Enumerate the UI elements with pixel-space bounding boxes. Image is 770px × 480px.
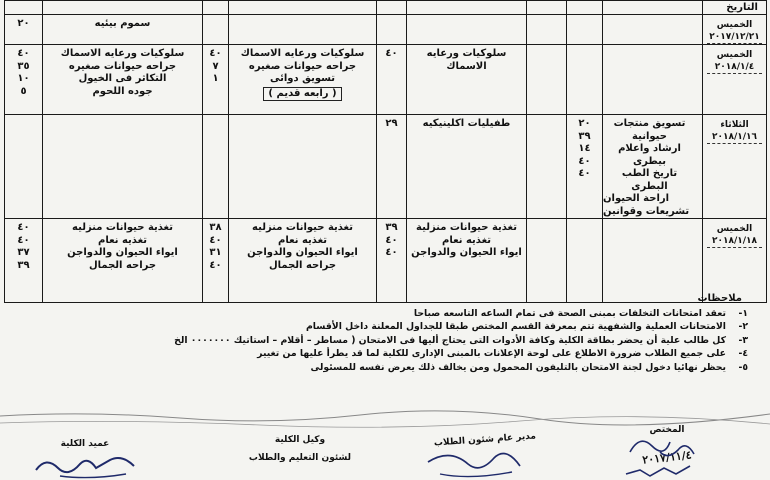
course-cell-2 bbox=[407, 45, 527, 115]
course-name: سموم بيئيه bbox=[94, 18, 151, 29]
note-number: ٤- bbox=[738, 348, 748, 360]
count-cell-2 bbox=[377, 45, 407, 115]
date-cell bbox=[703, 219, 767, 303]
note-text: الامتحانات العملية والشفهية تتم بمعرفة القسم المختص طبقا للجداول المعلنة داخل الأقسام bbox=[305, 321, 726, 333]
course-name: تغذيه نعام bbox=[98, 234, 147, 246]
student-count: ٢٠ bbox=[578, 118, 591, 129]
students-director-label: مدير عام شئون الطلاب bbox=[433, 431, 537, 449]
vice-dean-signature bbox=[240, 434, 360, 464]
course-cell-3 bbox=[229, 15, 377, 45]
dean-label: عميد الكلية bbox=[60, 439, 110, 449]
student-count: ٥ bbox=[20, 85, 27, 97]
course-name: تاريخ الطب البطرى bbox=[621, 168, 678, 192]
date-column-header: التاريخ bbox=[703, 1, 767, 15]
note-text: على جميع الطلاب ضرورة الاطلاع على لوحة الإعلانات بالمبنى الإدارى للكلية لما قد يطرأ عليها من تغيير bbox=[257, 348, 726, 360]
schedule-row bbox=[5, 115, 767, 219]
count-cell-3 bbox=[203, 15, 229, 45]
course-cell-4 bbox=[43, 219, 203, 303]
date-cell bbox=[703, 45, 767, 115]
course-name: اراحة الحيوان bbox=[603, 193, 670, 204]
course-name: طفيليات اكلينيكيه bbox=[422, 118, 511, 129]
note-number: ٣- bbox=[738, 334, 748, 346]
student-count: ٣٧ bbox=[17, 247, 30, 258]
course-cell-3 bbox=[229, 115, 377, 219]
course-cell-3 bbox=[229, 45, 377, 115]
course-name: تسويق دوائى bbox=[269, 73, 336, 84]
student-count: ٤٠ bbox=[17, 234, 30, 246]
exam-day: الخميس bbox=[716, 50, 753, 60]
course-name: جراحه حيوانات صغيره bbox=[248, 60, 357, 72]
course-name: تشريعات وقوانين bbox=[603, 205, 690, 217]
exam-day: الخميس bbox=[716, 224, 753, 234]
course-name: تغذيه نعام bbox=[442, 234, 491, 246]
course-cell-2 bbox=[407, 15, 527, 45]
signatures-area bbox=[0, 414, 770, 480]
student-count: ٣٩ bbox=[17, 259, 30, 271]
note-item bbox=[20, 307, 748, 321]
course-name: تسويق منتجات حيوانية bbox=[613, 118, 686, 142]
student-count: ٣٥ bbox=[17, 60, 30, 72]
course-cell-2 bbox=[407, 115, 527, 219]
course-name: ( رابعه قديم ) bbox=[263, 87, 341, 102]
note-text: كل طالب علية أن يحضر بطاقة الكلية وكافة الأدوات التى يحتاج أليها فى الامتحان ( مساطر – أقلام – استاتيك ٠٠٠٠٠٠٠ الخ bbox=[174, 334, 726, 346]
course-name: تغذية حيوانات منزليه bbox=[72, 222, 173, 233]
exam-date: ٢٠١٨/١/٤ bbox=[707, 61, 762, 74]
course-cell-3 bbox=[229, 219, 377, 303]
course-cell-1 bbox=[603, 45, 703, 115]
note-item bbox=[20, 334, 748, 348]
count-cell-2 bbox=[377, 15, 407, 45]
student-count: ٤٠ bbox=[209, 234, 222, 246]
student-count: ٣٩ bbox=[578, 130, 591, 142]
course-name: تغذية حيوانات منزليه bbox=[252, 222, 353, 233]
specialist-label: المختص bbox=[649, 425, 685, 435]
count-cell-3 bbox=[203, 115, 229, 219]
course-name: ايواء الحيوان والدواجن bbox=[247, 247, 358, 258]
signature-date: ٢٠١٧/١١/٤ bbox=[641, 448, 693, 467]
empty-cell bbox=[527, 15, 567, 45]
course-name: تغذيه نعام bbox=[278, 234, 327, 246]
student-count: ٤٠ bbox=[385, 48, 398, 59]
student-count: ٤٠ bbox=[17, 222, 30, 233]
student-count: ٤٠ bbox=[385, 247, 398, 258]
notes-list bbox=[20, 307, 748, 375]
count-cell-4 bbox=[5, 219, 43, 303]
schedule-row bbox=[5, 45, 767, 115]
note-number: ٥- bbox=[738, 361, 748, 373]
student-count: ١٤ bbox=[578, 143, 591, 154]
course-cell-4 bbox=[43, 115, 203, 219]
course-cell-1 bbox=[603, 15, 703, 45]
count-cell-1 bbox=[567, 115, 603, 219]
student-count: ٣٨ bbox=[209, 222, 222, 233]
note-number: ١- bbox=[738, 307, 748, 319]
student-count: ٢٠ bbox=[17, 18, 30, 29]
student-count: ٤٠ bbox=[209, 48, 222, 59]
dean-signature bbox=[40, 438, 130, 450]
exam-date: ٢٠١٨/١/١٨ bbox=[707, 235, 762, 248]
course-name: جوده اللحوم bbox=[92, 85, 153, 97]
student-count: ٣١ bbox=[209, 247, 222, 258]
course-name: تغذية حيوانات منزلية bbox=[416, 222, 517, 233]
schedule-header-row bbox=[5, 1, 767, 15]
schedule-table bbox=[4, 0, 767, 303]
course-cell-1 bbox=[603, 219, 703, 303]
count-cell-4 bbox=[5, 15, 43, 45]
course-name: ايواء الحيوان والدواجن bbox=[67, 247, 178, 258]
date-cell bbox=[703, 15, 767, 45]
student-count: ٤٠ bbox=[17, 48, 30, 59]
course-name: سلوكيات ورعايه الاسماك bbox=[60, 48, 185, 59]
student-count: ٤٠ bbox=[578, 168, 591, 179]
count-cell-2 bbox=[377, 219, 407, 303]
student-count: ٤٠ bbox=[385, 234, 398, 246]
empty-cell bbox=[527, 115, 567, 219]
exam-day: الثلاثاء bbox=[720, 120, 749, 130]
note-item bbox=[20, 320, 748, 334]
notes-title: ملاحظات bbox=[697, 293, 742, 304]
students-director-handwritten-signature bbox=[420, 444, 530, 480]
student-count: ٤٠ bbox=[578, 155, 591, 167]
course-name: سلوكيات ورعايه الاسماك bbox=[240, 48, 365, 59]
student-count: ٣٩ bbox=[385, 222, 398, 233]
count-cell-2 bbox=[377, 115, 407, 219]
course-name: ايواء الحيوان والدواجن bbox=[411, 247, 522, 258]
exam-date: ٢٠١٧/١٢/٢١ bbox=[707, 31, 762, 44]
exam-day: الخميس bbox=[716, 20, 753, 30]
course-name: جراحه حيوانات صغيره bbox=[68, 60, 177, 72]
notes-section bbox=[20, 292, 748, 375]
note-item bbox=[20, 347, 748, 361]
note-text: يحظر نهائيا دخول لجنة الامتحان بالتليفون المحمول ومن يخالف ذلك يعرض نفسه للمسئولى bbox=[310, 361, 726, 373]
count-cell-1 bbox=[567, 219, 603, 303]
student-count: ٧ bbox=[212, 60, 219, 72]
count-cell-3 bbox=[203, 45, 229, 115]
empty-cell bbox=[527, 45, 567, 115]
course-cell-4 bbox=[43, 15, 203, 45]
course-name: التكاثر فى الخيول bbox=[78, 73, 167, 84]
course-name: جراحه الجمال bbox=[268, 259, 337, 271]
student-count: ٤٠ bbox=[209, 259, 222, 271]
schedule-row bbox=[5, 15, 767, 45]
course-name: جراحه الجمال bbox=[88, 259, 157, 271]
dean-handwritten-signature bbox=[30, 450, 140, 480]
course-cell-1 bbox=[603, 115, 703, 219]
empty-cell bbox=[527, 219, 567, 303]
date-cell bbox=[703, 115, 767, 219]
course-name: ارشاد واعلام بيطرى bbox=[618, 143, 681, 167]
course-cell-4 bbox=[43, 45, 203, 115]
student-count: ١ bbox=[212, 73, 219, 84]
vice-dean-label-line1: وكيل الكلية bbox=[274, 435, 326, 445]
student-count: ١٠ bbox=[17, 73, 30, 84]
course-cell-2 bbox=[407, 219, 527, 303]
vice-dean-label-line2: لشئون التعليم والطلاب bbox=[248, 453, 352, 463]
note-number: ٢- bbox=[738, 321, 748, 333]
exam-date: ٢٠١٨/١/١٦ bbox=[707, 131, 762, 144]
specialist-handwritten-signature bbox=[620, 430, 710, 480]
note-item bbox=[20, 361, 748, 375]
count-cell-4 bbox=[5, 115, 43, 219]
count-cell-3 bbox=[203, 219, 229, 303]
schedule-row bbox=[5, 219, 767, 303]
count-cell-1 bbox=[567, 45, 603, 115]
count-cell-1 bbox=[567, 15, 603, 45]
note-text: تعقد امتحانات التخلفات بمبنى الصحة فى تمام الساعه التاسعه صباحا bbox=[413, 307, 726, 319]
student-count: ٢٩ bbox=[385, 118, 398, 129]
course-name: سلوكيات ورعايه الاسماك bbox=[426, 48, 507, 72]
count-cell-4 bbox=[5, 45, 43, 115]
